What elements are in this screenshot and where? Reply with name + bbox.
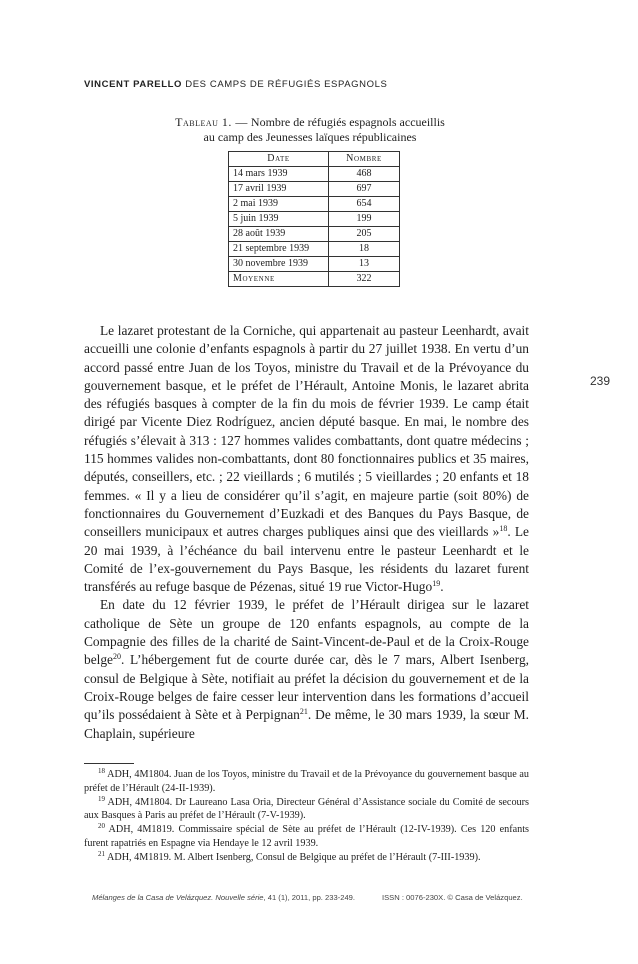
footnote-ref-19: 19 <box>432 579 441 589</box>
table-cell-date: 30 novembre 1939 <box>229 257 329 272</box>
table-caption-label: Tableau 1. — <box>175 115 248 129</box>
page-footer <box>92 893 532 902</box>
table-cell-nombre: 654 <box>329 197 400 212</box>
footnote-21 <box>84 851 529 865</box>
paragraph-1-text-c: . <box>440 579 444 595</box>
table-average-label: Moyenne <box>229 272 329 287</box>
footnote-number: 21 <box>98 849 105 858</box>
page-number: 239 <box>590 374 611 388</box>
footnote-19 <box>84 796 529 823</box>
footnote-text: ADH, 4M1819. Commissaire spécial de Sète au préfet de l’Hérault (12-IV-1939). Ces 120 enfants furent rapatriés en Espagne via Hendaye le 12 avril 1939. <box>84 824 530 849</box>
running-header <box>84 79 387 90</box>
footnote-ref-18: 18 <box>499 524 508 534</box>
table-cell-nombre: 468 <box>329 167 400 182</box>
table-row <box>229 197 400 212</box>
footnote-18 <box>84 768 529 795</box>
table-cell-nombre: 199 <box>329 212 400 227</box>
table-cell-date: 21 septembre 1939 <box>229 242 329 257</box>
table-row <box>229 212 400 227</box>
paragraph-1-text-b: . Le 20 mai 1939, à l’échéance du bail intervenu entre le pasteur Leenhardt et le Comité de l’ex-gouvernement du Pays Basque, les résidents du lazaret furent transférés au refuge basque de Pézenas, situé 19 rue Victor-Hugo <box>84 524 529 595</box>
table-row <box>229 167 400 182</box>
footnote-number: 18 <box>98 767 105 775</box>
paragraph-2-text-a: En date du 12 février 1939, le préfet de l’Hérault dirigea sur le lazaret catholique de Sète un groupe de 120 enfants espagnols, au compte de la Compagnie des filles de la charité de Saint-Vincent-de-Paul et de la Croix-Rouge belge <box>84 597 529 668</box>
body-text <box>84 322 529 743</box>
table-cell-nombre: 18 <box>329 242 400 257</box>
footnote-text: ADH, 4M1819. M. Albert Isenberg, Consul de Belgique au préfet de l’Hérault (7-III-1939). <box>106 851 481 863</box>
header-author: VINCENT PARELLO <box>84 79 183 90</box>
footnote-number: 19 <box>98 794 105 803</box>
footnote-text: ADH, 4M1804. Juan de los Toyos, ministre du Travail et de la Prévoyance du gouvernement basque au préfet de l’Hérault (24-II-1939). <box>84 769 530 794</box>
table-cell-date: 2 mai 1939 <box>229 197 329 212</box>
column-header-date: Date <box>229 152 329 167</box>
footnote-ref-21: 21 <box>299 707 308 717</box>
paragraph-2 <box>84 596 529 742</box>
footnote-text: ADH, 4M1804. Dr Laureano Lasa Oria, Directeur Général d’Assistance sociale du Comité de secours aux Basques à Paris au préfet de l’Hérault (7-V-1939). <box>84 796 529 821</box>
table-row <box>229 227 400 242</box>
table-row <box>229 182 400 197</box>
table-caption-line1: Nombre de réfugiés espagnols accueillis <box>250 115 445 129</box>
paragraph-1-text-a: Le lazaret protestant de la Corniche, qui appartenait au pasteur Leenhardt, avait accueilli une colonie d’enfants espagnols à partir du 27 juillet 1938. En vertu d’un accord passé entre Juan de los Toyos, ministre du Travail et de la Prévoyance du gouvernement basque, et le préfet de l’Hérault, Antoine Monis, le lazaret abrita des réfugiés basques à compter de la fin du mois de février 1939. Le camp était dirigé par Vicente Diez Rodríguez, ancien député basque. En mai, le nombre des réfugiés s’élevait à 313 : 127 hommes valides combattants, dont quatre médecins ; 115 hommes valides non-combattants, dont 80 fonctionnaires publics et 35 maires, députés, conseillers, etc. ; 22 vieillards ; 6 mutilés ; 5 vieillardes ; 20 enfants et 18 femmes. « Il y a lieu de considérer qu’il s’agit, en majeure partie (soit 80%) de fonctionnaires du Gouvernement d’Euzkadi et des Banques du Pays Basque, de conseillers municipaux et autres charges publiques ainsi que des vieillards » <box>84 323 529 540</box>
table-average-row <box>229 272 400 287</box>
header-title: DES CAMPS DE RÉFUGIÉS ESPAGNOLS <box>185 79 388 90</box>
footer-volume: , 41 (1), 2011, pp. 233-249. <box>263 893 356 902</box>
footnote-20 <box>84 823 529 850</box>
table-average-value: 322 <box>329 272 400 287</box>
column-header-nombre: Nombre <box>329 152 400 167</box>
footer-journal: Mélanges de la Casa de Velázquez. Nouvelle série <box>92 893 264 902</box>
footnote-number: 20 <box>98 822 105 830</box>
table-cell-date: 28 août 1939 <box>229 227 329 242</box>
table-header-row <box>229 152 400 167</box>
table-row <box>229 242 400 257</box>
paragraph-1 <box>84 322 529 596</box>
refugee-table <box>228 151 400 287</box>
table-caption <box>160 115 460 145</box>
table-cell-nombre: 13 <box>329 257 400 272</box>
table-cell-date: 14 mars 1939 <box>229 167 329 182</box>
table-cell-date: 5 juin 1939 <box>229 212 329 227</box>
footnote-ref-20: 20 <box>113 652 121 662</box>
table-cell-date: 17 avril 1939 <box>229 182 329 197</box>
table-cell-nombre: 697 <box>329 182 400 197</box>
footnote-divider <box>84 763 134 764</box>
table-row <box>229 257 400 272</box>
paragraph-2-text-b: . L’hébergement fut de courte durée car, dès le 7 mars, Albert Isenberg, consul de Belgique à Sète, notifiait au préfet la décision du gouvernement et de la Croix-Rouge belges de faire cesser leur intervention dans les formations d’accueil qu’ils possédaient à Sète et à Perpignan <box>84 652 529 723</box>
footer-issn: ISSN : 0076-230X. © Casa de Velázquez. <box>382 893 523 902</box>
table-cell-nombre: 205 <box>329 227 400 242</box>
footnotes <box>84 768 529 865</box>
paragraph-2-text-c: . De même, le 30 mars 1939, la sœur M. Chaplain, supérieure <box>84 707 529 741</box>
table-caption-line2: au camp des Jeunesses laïques républicaines <box>203 130 417 144</box>
